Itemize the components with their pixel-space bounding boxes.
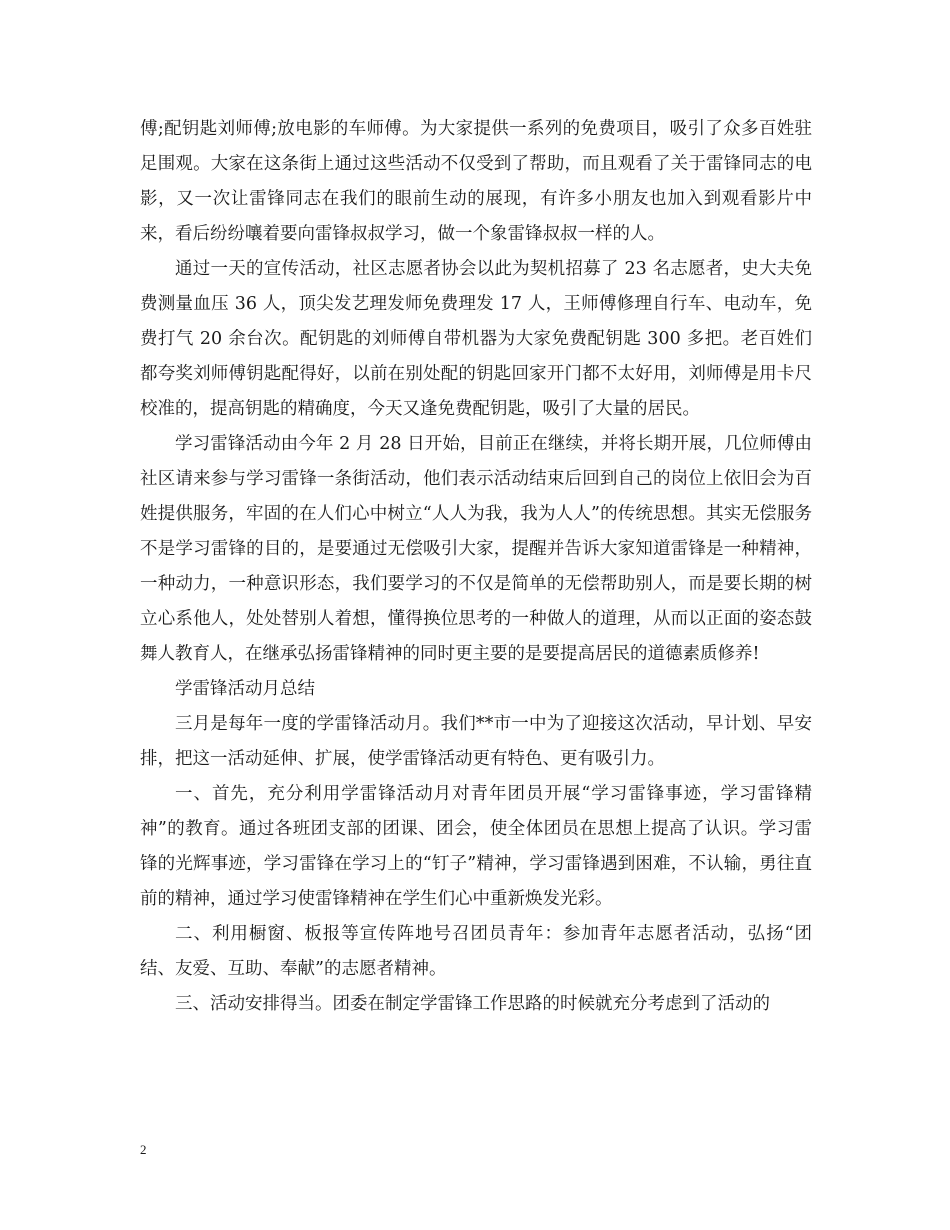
paragraph-point-one: 一、首先，充分利用学雷锋活动月对青年团员开展“学习雷锋事迹，学习雷锋精神”的教育。通过各班团支部的团课、团会，使全体团员在思想上提高了认识。学习雷锋的光辉事迹，学习雷锋在学习上的“钉子”精神，学习雷锋遇到困难，不认输，勇往直前的精神，通过学习使雷锋精神在学生们心中重新焕发光彩。: [140, 784, 812, 909]
document-body: [140, 112, 812, 1022]
page-number: 2: [140, 1142, 147, 1157]
paragraph-ongoing-learning: 学习雷锋活动由今年 2 月 28 日开始，目前正在继续，并将长期开展，几位师傅由社区请来参与学习雷锋一条街活动，他们表示活动结束后回到自己的岗位上依旧会为百姓提供服务，牢固的在人们心中树立“人人为我，我为人人”的传统思想。其实无偿服务不是学习雷锋的目的，是要通过无偿吸引大家，提醒并告诉大家知道雷锋是一种精神，一种动力，一种意识形态，我们要学习的不仅是简单的无偿帮助别人，而是要长期的树立心系他人，处处替别人着想，懂得换位思考的一种做人的道理，从而以正面的姿态鼓舞人教育人，在继承弘扬雷锋精神的同时更主要的是要提高居民的道德素质修养!: [140, 434, 812, 664]
section-title: 学雷锋活动月总结: [175, 679, 315, 699]
paragraph-activity-results: 通过一天的宣传活动，社区志愿者协会以此为契机招募了 23 名志愿者，史大夫免费测量血压 36 人，顶尖发艺理发师免费理发 17 人，王师傅修理自行车、电动车，免费打气 20 余台次。配钥匙的刘师傅自带机器为大家免费配钥匙 300 多把。老百姓们都夸奖刘师傅钥匙配得好，以前在别处配的钥匙回家开门都不太好用，刘师傅是用卡尺校准的，提高钥匙的精确度，今天又逢免费配钥匙，吸引了大量的居民。: [140, 259, 812, 419]
paragraph-point-two: 二、利用橱窗、板报等宣传阵地号召团员青年：参加青年志愿者活动，弘扬“团结、友爱、互助、奉献”的志愿者精神。: [140, 924, 812, 979]
paragraph-march-activity-month: 三月是每年一度的学雷锋活动月。我们**市一中为了迎接这次活动，早计划、早安排，把这一活动延伸、扩展，使学雷锋活动更有特色、更有吸引力。: [140, 714, 812, 769]
paragraph-point-three: 三、活动安排得当。团委在制定学雷锋工作思路的时候就充分考虑到了活动的: [175, 994, 770, 1014]
paragraph-volunteer-services: 傅;配钥匙刘师傅;放电影的车师傅。为大家提供一系列的免费项目，吸引了众多百姓驻足围观。大家在这条街上通过这些活动不仅受到了帮助，而且观看了关于雷锋同志的电影，又一次让雷锋同志在我们的眼前生动的展现，有许多小朋友也加入到观看影片中来，看后纷纷嚷着要向雷锋叔叔学习，做一个象雷锋叔叔一样的人。: [140, 119, 812, 244]
